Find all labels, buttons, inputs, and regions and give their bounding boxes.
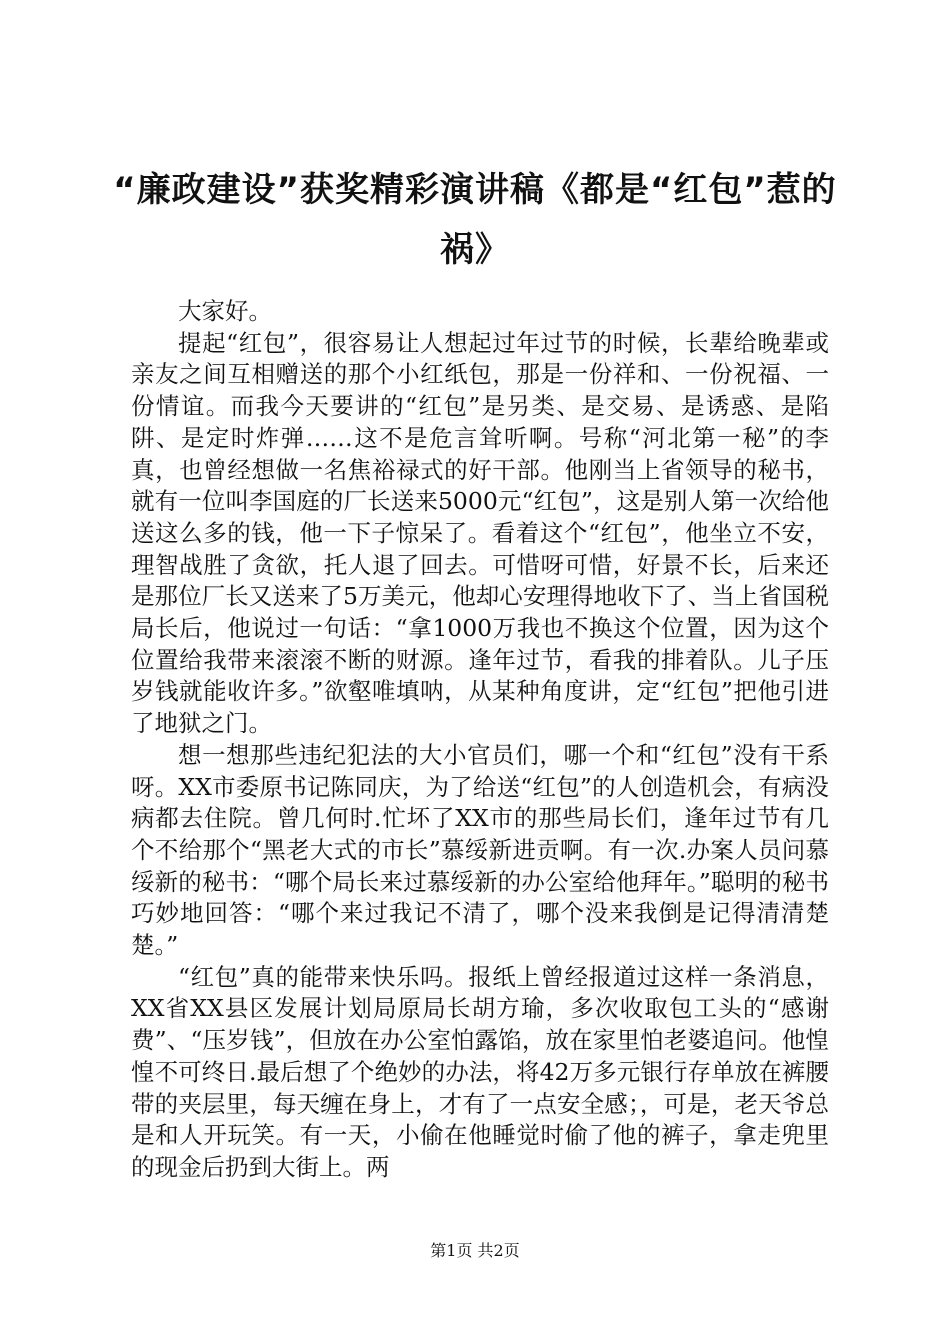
document-body <box>131 296 829 1184</box>
paragraph: “红包”真的能带来快乐吗。报纸上曾经报道过这样一条消息，XX省XX县区发展计划局原局长胡方瑜，多次收取包工头的“感谢费”、“压岁钱”，但放在办公室怕露馅，放在家里怕老婆追问。他惶惶不可终日.最后想了个绝妙的办法，将42万多元银行存单放在裤腰带的夹层里，每天缠在身上，才有了一点安全感；，可是，老天爷总是和人开玩笑。有一天，小偷在他睡觉时偷了他的裤子，拿走兜里的现金后扔到大街上。两 <box>131 962 829 1181</box>
paragraph-greeting: 大家好。 <box>178 297 272 325</box>
paragraph: 提起“红包”，很容易让人想起过年过节的时候，长辈给晚辈或亲友之间互相赠送的那个小红纸包，那是一份祥和、一份祝福、一份情谊。而我今天要讲的“红包”是另类、是交易、是诱惑、是陷阱、是定时炸弹……这不是危言耸听啊。号称“河北第一秘”的李真，也曾经想做一名焦裕禄式的好干部。他刚当上省领导的秘书，就有一位叫李国庭的厂长送来5000元“红包”，这是别人第一次给他送这么多的钱，他一下子惊呆了。看着这个“红包”，他坐立不安，理智战胜了贪欲，托人退了回去。可惜呀可惜，好景不长，后来还是那位厂长又送来了5万美元，他却心安理得地收下了、当上省国税局长后，他说过一句话：“拿1000万我也不换这个位置，因为这个位置给我带来滚滚不断的财源。逢年过节，看我的排着队。儿子压岁钱就能收许多。”欲壑唯填呐，从某种角度讲，定“红包”把他引进了地狱之门。 <box>131 328 829 738</box>
page-number-footer: 第1页 共2页 <box>430 1241 520 1260</box>
document-title: “廉政建设”获奖精彩演讲稿《都是“红包”惹的祸》 <box>113 170 837 270</box>
paragraph: 想一想那些违纪犯法的大小官员们，哪一个和“红包”没有干系呀。XX市委原书记陈同庆，为了给送“红包”的人创造机会，有病没病都去住院。曾几何时.忙坏了XX市的那些局长们，逢年过节有几个不给那个“黑老大式的市长”慕绥新进贡啊。有一次.办案人员问慕绥新的秘书：“哪个局长来过慕绥新的办公室给他拜年。”聪明的秘书巧妙地回答：“哪个来过我记不清了，哪个没来我倒是记得清清楚楚。” <box>131 740 829 960</box>
